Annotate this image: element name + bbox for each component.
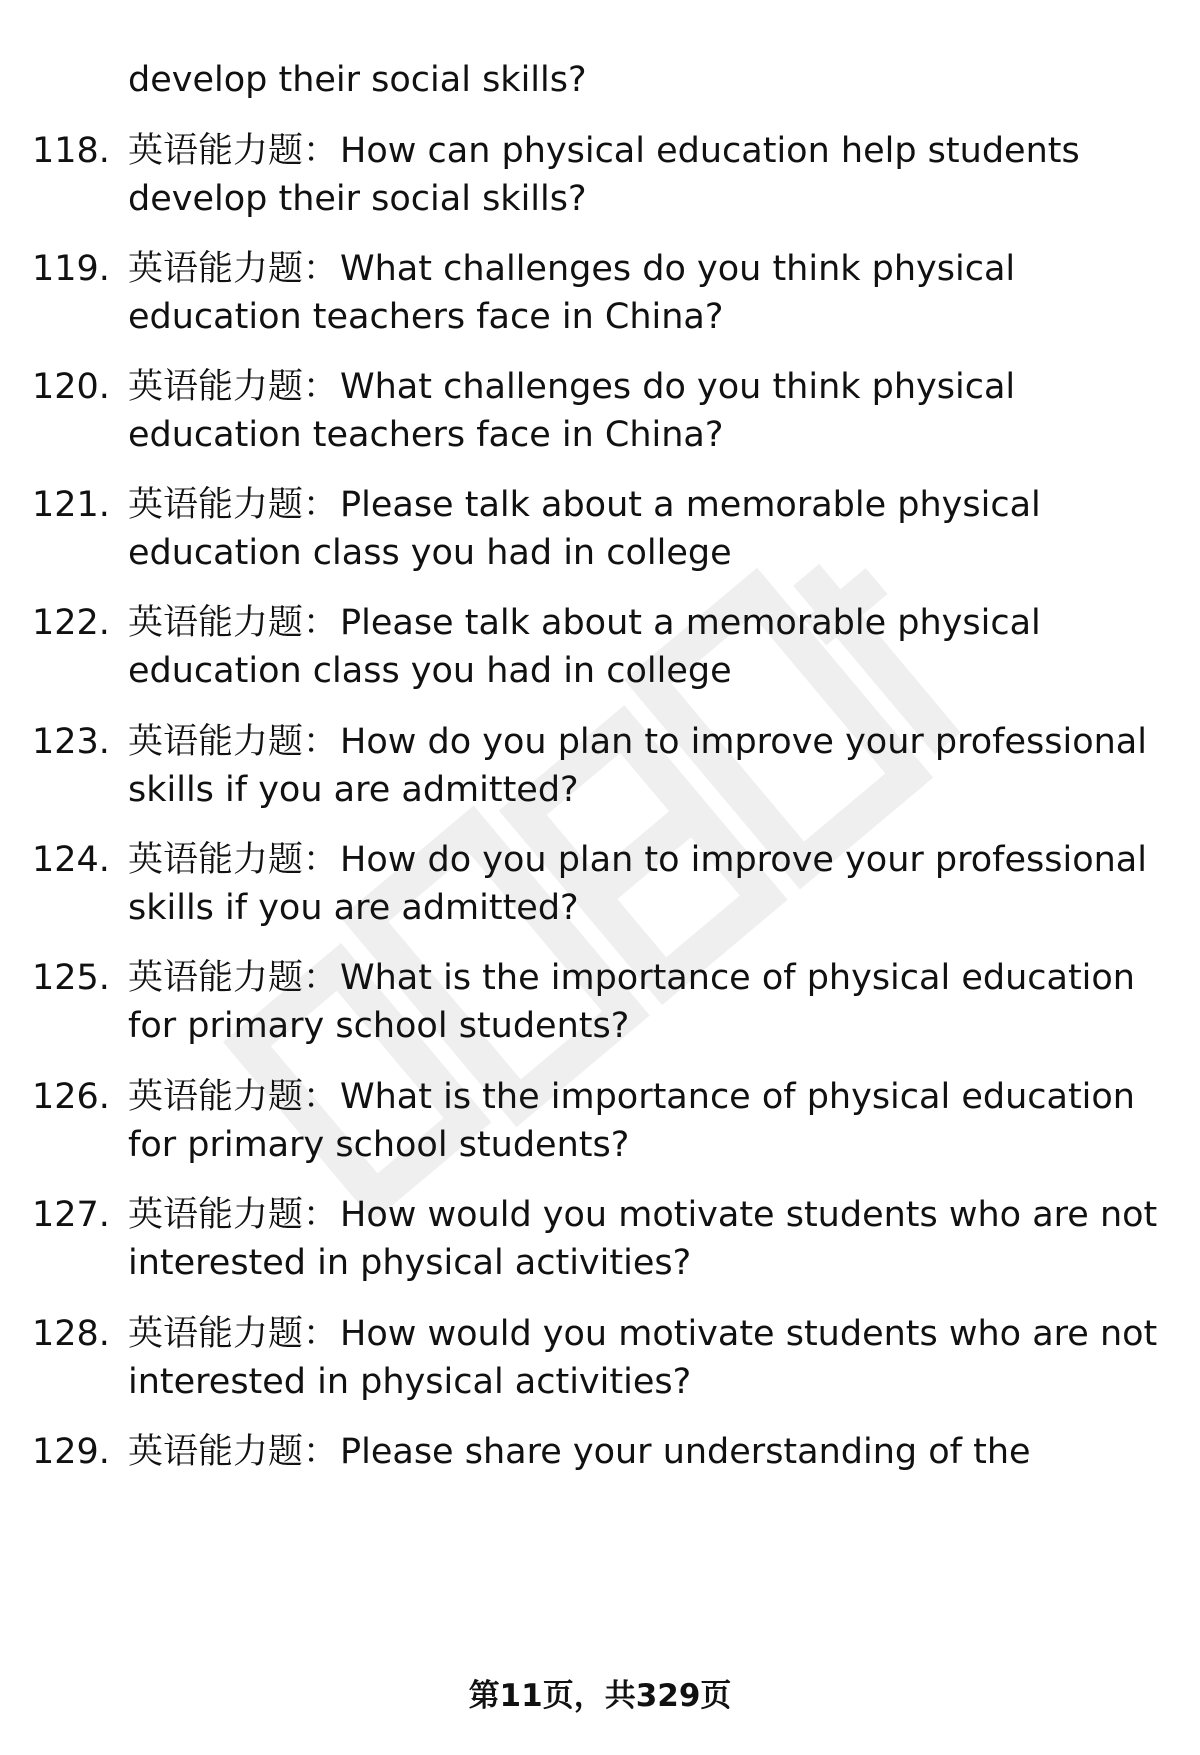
question-text: What challenges do you think physical (340, 367, 1016, 407)
list-item (0, 363, 1200, 463)
question-text: Please talk about a memorable physical (340, 603, 1041, 643)
question-number: 129. (32, 1432, 110, 1472)
list-item (0, 1310, 1200, 1410)
category-label: 英语能力题： (128, 367, 339, 407)
question-number: 123. (32, 722, 110, 762)
question-line-1 (128, 718, 1147, 766)
question-number: 118. (32, 131, 110, 171)
question-number: 122. (32, 603, 110, 643)
question-number: 125. (32, 958, 110, 998)
list-item (0, 245, 1200, 345)
question-line-1 (128, 245, 1015, 293)
continuation-text: develop their social skills? (128, 60, 587, 100)
question-line-2: for primary school students? (128, 1006, 630, 1046)
question-line-2: interested in physical activities? (128, 1243, 692, 1283)
list-item (0, 481, 1200, 581)
question-line-2: education teachers face in China? (128, 415, 724, 455)
question-line-1 (128, 1073, 1135, 1121)
category-label: 英语能力题： (128, 958, 339, 998)
question-text: What challenges do you think physical (340, 249, 1016, 289)
question-text: How would you motivate students who are not (340, 1195, 1158, 1235)
question-line-2: skills if you are admitted? (128, 770, 579, 810)
question-number: 119. (32, 249, 110, 289)
question-line-1 (128, 1191, 1157, 1239)
category-label: 英语能力题： (128, 1195, 339, 1235)
question-line-1 (128, 599, 1041, 647)
page-footer: 第11页，共329页 (468, 1678, 732, 1714)
question-text: What is the importance of physical education (340, 1077, 1135, 1117)
list-item (0, 599, 1200, 699)
list-item (0, 1428, 1200, 1528)
category-label: 英语能力题： (128, 131, 339, 171)
question-text: Please talk about a memorable physical (340, 485, 1041, 525)
list-item (0, 836, 1200, 936)
category-label: 英语能力题： (128, 603, 339, 643)
list-item (0, 1073, 1200, 1173)
question-line-2: education class you had in college (128, 533, 732, 573)
question-line-1 (128, 127, 1080, 175)
question-line-2: develop their social skills? (128, 179, 587, 219)
category-label: 英语能力题： (128, 840, 339, 880)
category-label: 英语能力题： (128, 485, 339, 525)
question-line-2: education class you had in college (128, 651, 732, 691)
question-line-1 (128, 481, 1041, 529)
question-line-1 (128, 1428, 1031, 1476)
list-item (0, 1191, 1200, 1291)
question-number: 120. (32, 367, 110, 407)
question-line-1 (128, 836, 1147, 884)
list-item (0, 718, 1200, 818)
question-line-1 (128, 1310, 1157, 1358)
question-line-2: skills if you are admitted? (128, 888, 579, 928)
question-line-2: for primary school students? (128, 1125, 630, 1165)
category-label: 英语能力题： (128, 1077, 339, 1117)
question-text: Please share your understanding of the (340, 1432, 1031, 1472)
question-line-1 (128, 363, 1015, 411)
list-item (0, 127, 1200, 227)
question-number: 124. (32, 840, 110, 880)
question-text: How can physical education help students (340, 131, 1080, 171)
question-text: How would you motivate students who are not (340, 1314, 1158, 1354)
question-number: 127. (32, 1195, 110, 1235)
category-label: 英语能力题： (128, 722, 339, 762)
question-text: How do you plan to improve your professional (340, 840, 1147, 880)
question-line-2: interested in physical activities? (128, 1362, 692, 1402)
question-line-1 (128, 954, 1135, 1002)
category-label: 英语能力题： (128, 249, 339, 289)
category-label: 英语能力题： (128, 1432, 339, 1472)
list-item (0, 954, 1200, 1054)
question-text: What is the importance of physical education (340, 958, 1135, 998)
question-number: 128. (32, 1314, 110, 1354)
category-label: 英语能力题： (128, 1314, 339, 1354)
question-number: 121. (32, 485, 110, 525)
question-line-2: education teachers face in China? (128, 297, 724, 337)
question-text: How do you plan to improve your professional (340, 722, 1147, 762)
question-number: 126. (32, 1077, 110, 1117)
